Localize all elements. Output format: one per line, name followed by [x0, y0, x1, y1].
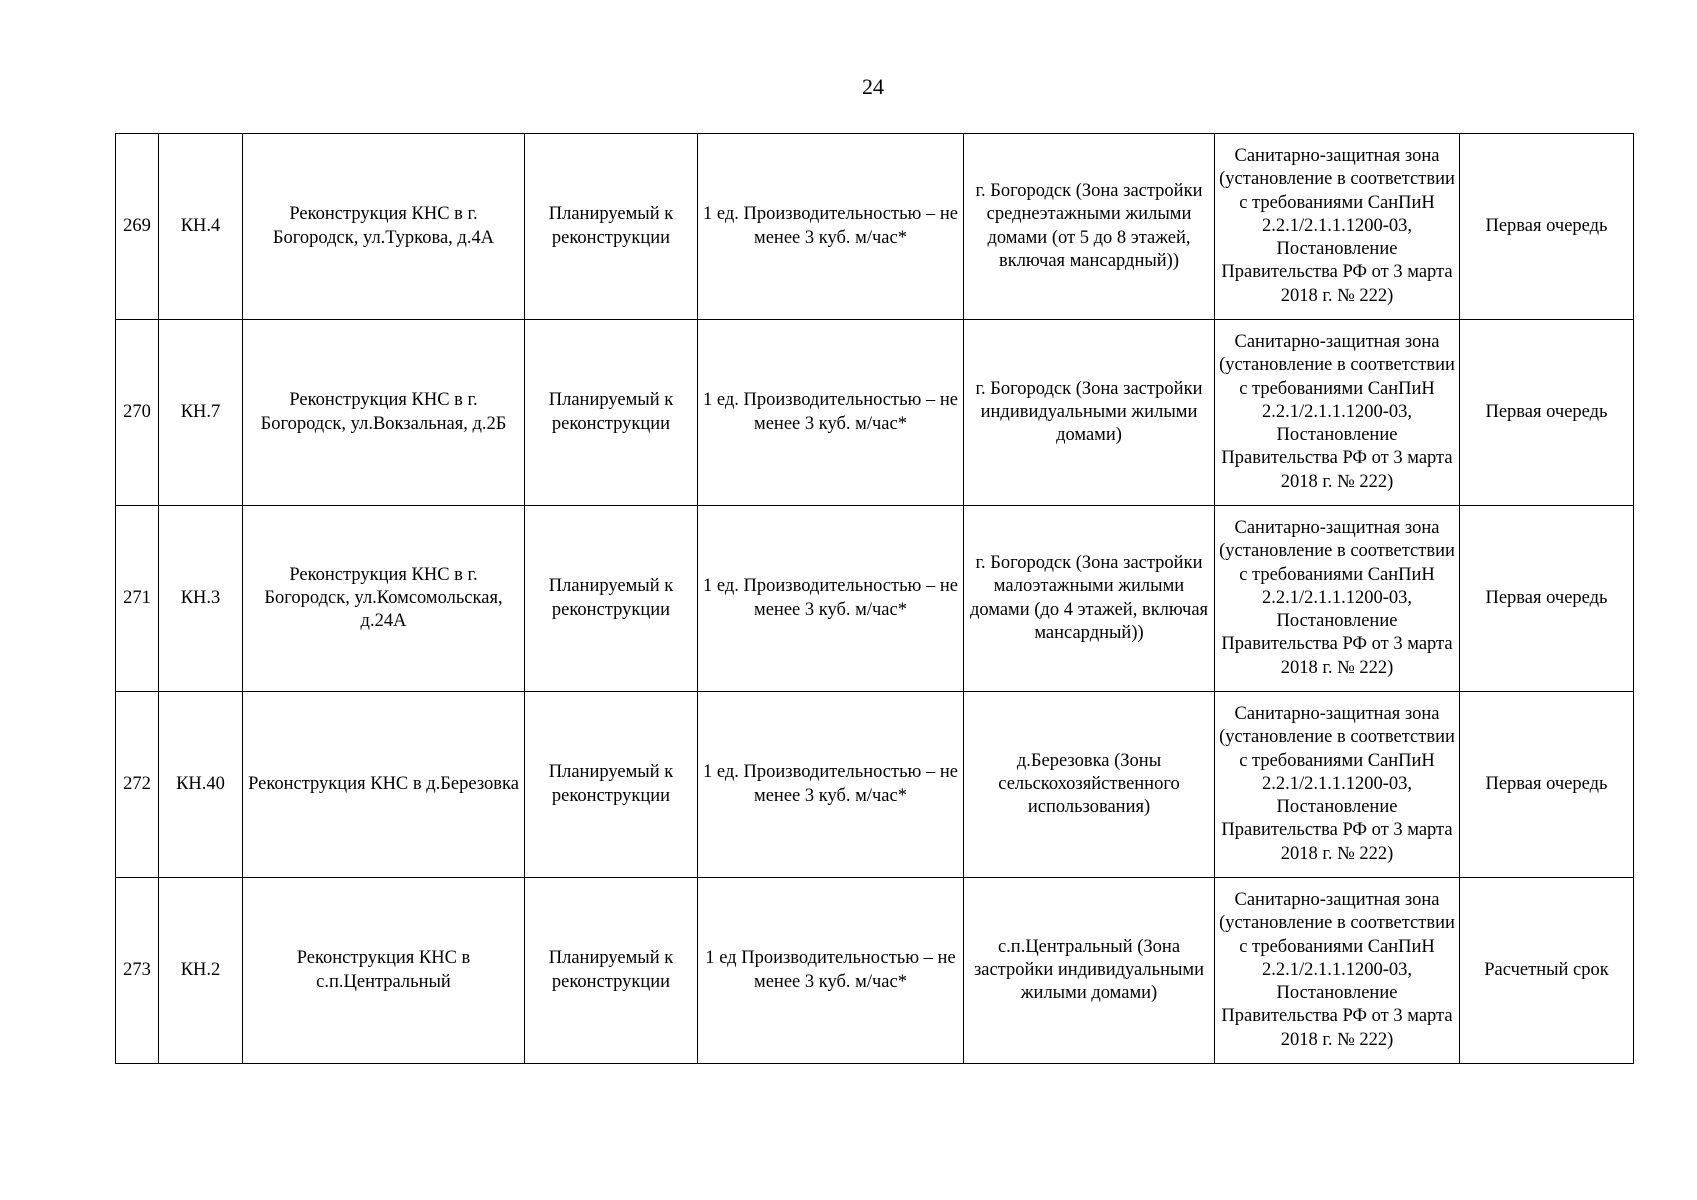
object-zone: г. Богородск (Зона застройки среднеэтажными жилыми домами (от 5 до 8 этажей, включая мансардный)): [964, 134, 1215, 320]
object-status: Планируемый к реконструкции: [525, 692, 698, 878]
table-row: [116, 878, 1634, 1064]
object-name: Реконструкция КНС в г. Богородск, ул.Вокзальная, д.2Б: [243, 320, 525, 506]
row-number: 271: [116, 506, 159, 692]
implementation-stage: Расчетный срок: [1460, 878, 1634, 1064]
object-status: Планируемый к реконструкции: [525, 506, 698, 692]
object-name: Реконструкция КНС в с.п.Центральный: [243, 878, 525, 1064]
object-capacity: 1 ед. Производительностью – не менее 3 куб. м/час*: [698, 692, 964, 878]
facilities-table: [115, 133, 1634, 1064]
table-row: [116, 134, 1634, 320]
object-zone: д.Березовка (Зоны сельскохозяйственного использования): [964, 692, 1215, 878]
object-capacity: 1 ед. Производительностью – не менее 3 куб. м/час*: [698, 134, 964, 320]
object-zone: г. Богородск (Зона застройки индивидуальными жилыми домами): [964, 320, 1215, 506]
object-status: Планируемый к реконструкции: [525, 134, 698, 320]
row-number: 269: [116, 134, 159, 320]
row-number: 272: [116, 692, 159, 878]
object-name: Реконструкция КНС в г. Богородск, ул.Туркова, д.4А: [243, 134, 525, 320]
sanitary-zone: Санитарно-защитная зона (установление в соответствии с требованиями СанПиН 2.2.1/2.1.1.1200-03, Постановление Правительства РФ от 3 марта 2018 г. № 222): [1215, 320, 1460, 506]
object-capacity: 1 ед Производительностью – не менее 3 куб. м/час*: [698, 878, 964, 1064]
object-zone: г. Богородск (Зона застройки малоэтажными жилыми домами (до 4 этажей, включая мансардный)): [964, 506, 1215, 692]
table-row: [116, 320, 1634, 506]
implementation-stage: Первая очередь: [1460, 506, 1634, 692]
table-row: [116, 506, 1634, 692]
object-status: Планируемый к реконструкции: [525, 320, 698, 506]
object-zone: с.п.Центральный (Зона застройки индивидуальными жилыми домами): [964, 878, 1215, 1064]
sanitary-zone: Санитарно-защитная зона (установление в соответствии с требованиями СанПиН 2.2.1/2.1.1.1200-03, Постановление Правительства РФ от 3 марта 2018 г. № 222): [1215, 134, 1460, 320]
object-code: КН.40: [159, 692, 243, 878]
object-code: КН.2: [159, 878, 243, 1064]
object-code: КН.3: [159, 506, 243, 692]
sanitary-zone: Санитарно-защитная зона (установление в соответствии с требованиями СанПиН 2.2.1/2.1.1.1200-03, Постановление Правительства РФ от 3 марта 2018 г. № 222): [1215, 506, 1460, 692]
page-number: 24: [862, 74, 884, 99]
object-code: КН.7: [159, 320, 243, 506]
object-capacity: 1 ед. Производительностью – не менее 3 куб. м/час*: [698, 506, 964, 692]
sanitary-zone: Санитарно-защитная зона (установление в соответствии с требованиями СанПиН 2.2.1/2.1.1.1200-03, Постановление Правительства РФ от 3 марта 2018 г. № 222): [1215, 878, 1460, 1064]
implementation-stage: Первая очередь: [1460, 320, 1634, 506]
row-number: 270: [116, 320, 159, 506]
object-status: Планируемый к реконструкции: [525, 878, 698, 1064]
object-name: Реконструкция КНС в д.Березовка: [243, 692, 525, 878]
row-number: 273: [116, 878, 159, 1064]
object-code: КН.4: [159, 134, 243, 320]
table-row: [116, 692, 1634, 878]
implementation-stage: Первая очередь: [1460, 134, 1634, 320]
implementation-stage: Первая очередь: [1460, 692, 1634, 878]
object-name: Реконструкция КНС в г. Богородск, ул.Комсомольская, д.24А: [243, 506, 525, 692]
object-capacity: 1 ед. Производительностью – не менее 3 куб. м/час*: [698, 320, 964, 506]
sanitary-zone: Санитарно-защитная зона (установление в соответствии с требованиями СанПиН 2.2.1/2.1.1.1200-03, Постановление Правительства РФ от 3 марта 2018 г. № 222): [1215, 692, 1460, 878]
